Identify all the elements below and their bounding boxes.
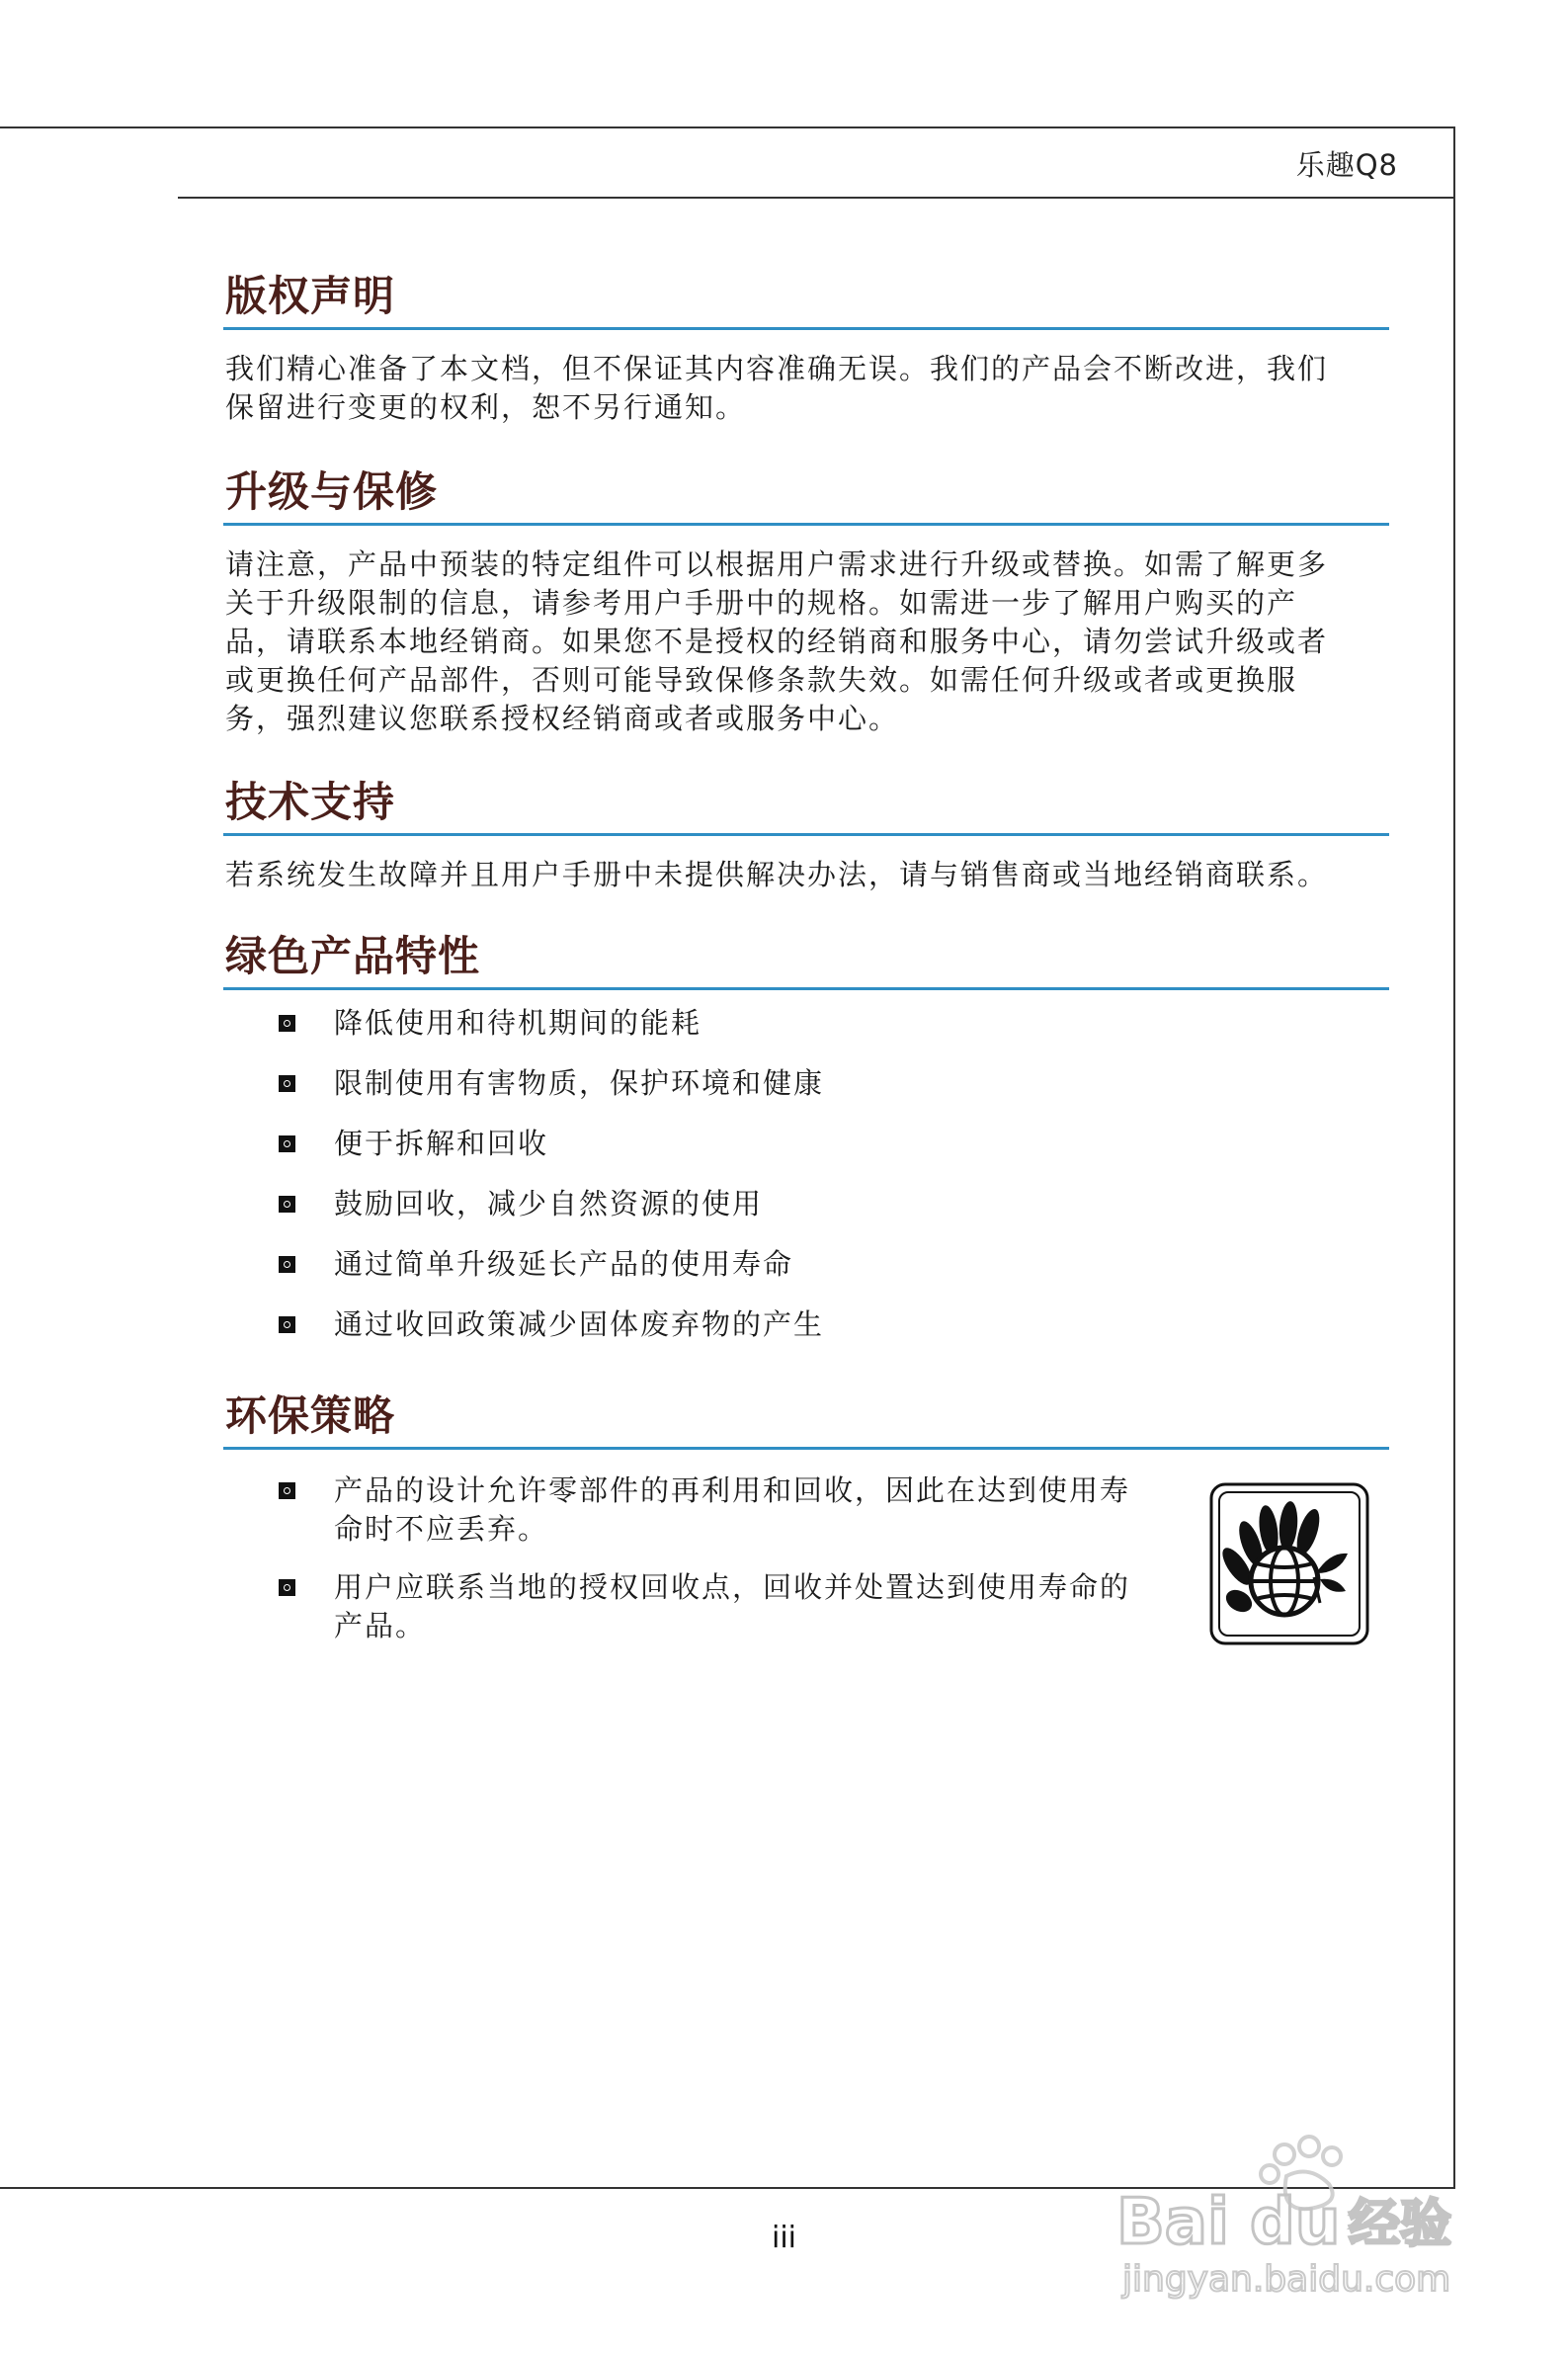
list-item-text: 通过收回政策减少固体废弃物的产生 (334, 1307, 825, 1341)
svg-text:du: du (1250, 2186, 1341, 2259)
section-green-features (223, 929, 1389, 1366)
header-underline (178, 197, 1454, 199)
list-item (223, 1064, 1389, 1125)
section-tech-support (223, 775, 1389, 894)
list-item (223, 1125, 1389, 1185)
svg-text:Bai: Bai (1116, 2186, 1229, 2259)
upgrade-warranty-text: 请注意，产品中预装的特定组件可以根据用户需求进行升级或替换。如需了解更多 关于升级限制的信息，请参考用户手册中的规格。如需进一步了解用户购买的产 品，请联系本地经销商。如果您不是授权的经销商和服务中心，请勿尝试升级或者 或更换任何产品部件，否则可能导致保修条款失效。如需任何升级或者或更换服 务，强烈建议您联系授权经销商或者或服务中心。 (225, 547, 1329, 735)
copyright-text: 我们精心准备了本文档，但不保证其内容准确无误。我们的产品会不断改进，我们 保留进行变更的权利，恕不另行通知。 (225, 352, 1329, 424)
recycling-hands-globe-icon (1209, 1482, 1369, 1645)
section-upgrade-warranty (223, 464, 1389, 738)
document-title: 乐趣Q8 (1295, 148, 1398, 182)
top-border-line (0, 126, 1454, 128)
square-bullet-icon (279, 1135, 295, 1152)
section-heading: 环保策略 (223, 1388, 1389, 1450)
list-item (223, 1305, 1389, 1366)
square-bullet-icon (279, 1316, 295, 1333)
section-copyright (223, 269, 1389, 427)
list-item-text: 便于拆解和回收 (334, 1127, 549, 1160)
green-features-list (223, 1004, 1389, 1366)
page-number: iii (771, 2221, 796, 2255)
svg-text:jingyan.baidu.com: jingyan.baidu.com (1122, 2259, 1451, 2300)
list-item (223, 1245, 1389, 1305)
square-bullet-icon (279, 1482, 295, 1499)
square-bullet-icon (279, 1579, 295, 1596)
section-heading: 升级与保修 (223, 464, 1389, 526)
list-item-text: 产品的设计允许零部件的再利用和回收，因此在达到使用寿 命时不应丢弃。 (334, 1473, 1131, 1546)
list-item-text: 限制使用有害物质，保护环境和健康 (334, 1066, 825, 1100)
list-item-text: 用户应联系当地的授权回收点，回收并处置达到使用寿命的 产品。 (334, 1570, 1131, 1642)
section-heading: 版权声明 (223, 269, 1389, 330)
baidu-jingyan-watermark (1107, 2125, 1482, 2303)
list-item-text: 通过简单升级延长产品的使用寿命 (334, 1247, 794, 1281)
list-item-text: 鼓励回收，减少自然资源的使用 (334, 1187, 764, 1220)
right-border-line (1453, 126, 1455, 2189)
section-heading: 绿色产品特性 (223, 929, 1389, 990)
list-item-text: 降低使用和待机期间的能耗 (334, 1006, 702, 1040)
square-bullet-icon (279, 1075, 295, 1092)
tech-support-text: 若系统发生故障并且用户手册中未提供解决办法，请与销售商或当地经销商联系。 (225, 858, 1329, 891)
square-bullet-icon (279, 1015, 295, 1032)
section-heading: 技术支持 (223, 775, 1389, 836)
list-item (223, 1185, 1389, 1245)
square-bullet-icon (279, 1196, 295, 1213)
svg-text:经验: 经验 (1349, 2195, 1452, 2254)
list-item (223, 1004, 1389, 1064)
square-bullet-icon (279, 1256, 295, 1273)
